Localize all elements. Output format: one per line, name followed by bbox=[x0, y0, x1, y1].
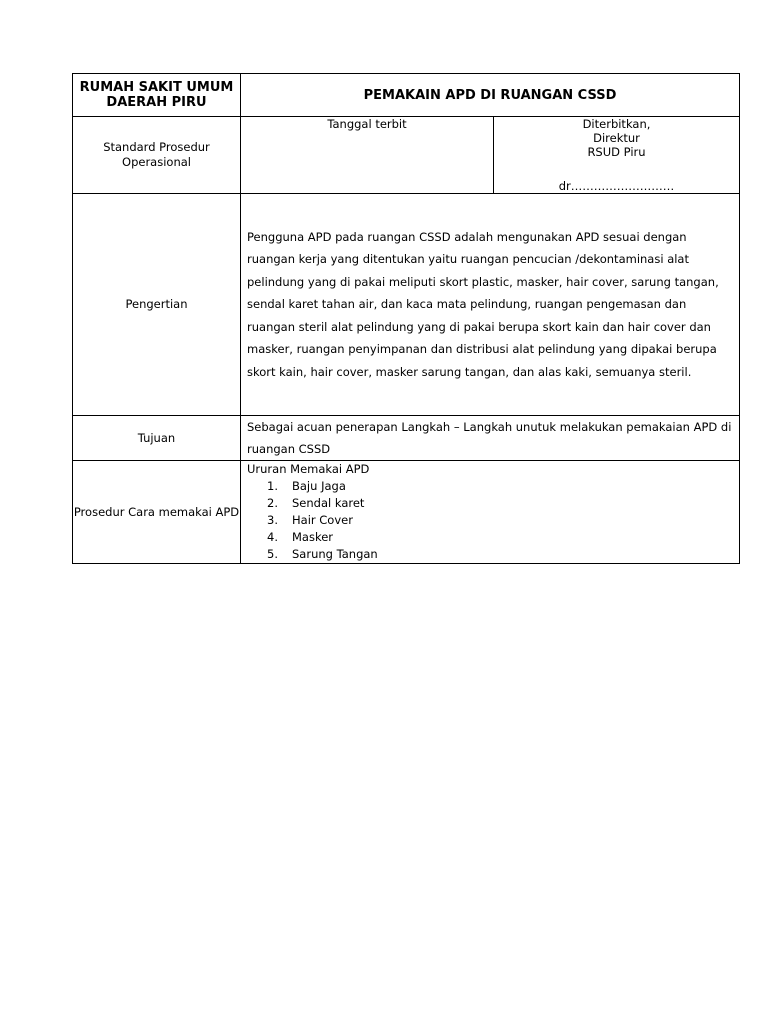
list-item bbox=[267, 512, 733, 529]
header-row bbox=[73, 74, 740, 117]
prosedur-label: Prosedur Cara memakai APD bbox=[73, 461, 241, 564]
pengertian-row bbox=[73, 194, 740, 416]
step-number: 3. bbox=[267, 513, 278, 527]
prosedur-intro: Ururan Memakai APD bbox=[247, 462, 370, 476]
institution-name: RUMAH SAKIT UMUM DAERAH PIRU bbox=[73, 74, 241, 117]
step-number: 5. bbox=[267, 547, 278, 561]
list-item bbox=[267, 478, 733, 495]
signature-line: dr……………………… bbox=[558, 179, 675, 193]
rsud-label: RSUD Piru bbox=[587, 145, 646, 159]
step-number: 1. bbox=[267, 479, 278, 493]
step-text: Sarung Tangan bbox=[292, 547, 378, 561]
tujuan-text: Sebagai acuan penerapan Langkah – Langkah unutuk melakukan pemakaian APD di ruangan CSSD bbox=[241, 416, 740, 461]
prosedur-steps bbox=[247, 478, 733, 563]
pengertian-text: Pengguna APD pada ruangan CSSD adalah mengunakan APD sesuai dengan ruangan kerja yang ditentukan yaitu ruangan pencucian /dekontaminasi alat pelindung yang di pakai meliputi skort plastic, masker, hair cover, sarung tangan, sendal karet tahan air, dan kaca mata pelindung, ruangan pengemasan dan ruangan steril alat pelindung yang di pakai berupa skort kain dan hair cover dan masker, ruangan penyimpanan dan distribusi alat pelindung yang dipakai berupa skort kain, hair cover, masker sarung tangan, dan alas kaki, semuanya steril. bbox=[241, 194, 740, 416]
diterbitkan-label: Diterbitkan, bbox=[582, 117, 651, 131]
step-number: 2. bbox=[267, 496, 278, 510]
step-number: 4. bbox=[267, 530, 278, 544]
pengertian-label: Pengertian bbox=[73, 194, 241, 416]
tujuan-label: Tujuan bbox=[73, 416, 241, 461]
sop-row bbox=[73, 117, 740, 194]
document-title: PEMAKAIN APD DI RUANGAN CSSD bbox=[241, 74, 740, 117]
step-text: Sendal karet bbox=[292, 496, 365, 510]
tujuan-row bbox=[73, 416, 740, 461]
tanggal-terbit: Tanggal terbit bbox=[241, 117, 494, 194]
sop-label: Standard Prosedur Operasional bbox=[73, 117, 241, 194]
list-item bbox=[267, 546, 733, 563]
list-item bbox=[267, 529, 733, 546]
step-text: Hair Cover bbox=[292, 513, 353, 527]
prosedur-content bbox=[241, 461, 740, 564]
prosedur-row bbox=[73, 461, 740, 564]
list-item bbox=[267, 495, 733, 512]
direktur-label: Direktur bbox=[593, 131, 640, 145]
issuer-block bbox=[494, 117, 740, 194]
step-text: Baju Jaga bbox=[292, 479, 346, 493]
sop-table bbox=[72, 73, 740, 564]
step-text: Masker bbox=[292, 530, 334, 544]
